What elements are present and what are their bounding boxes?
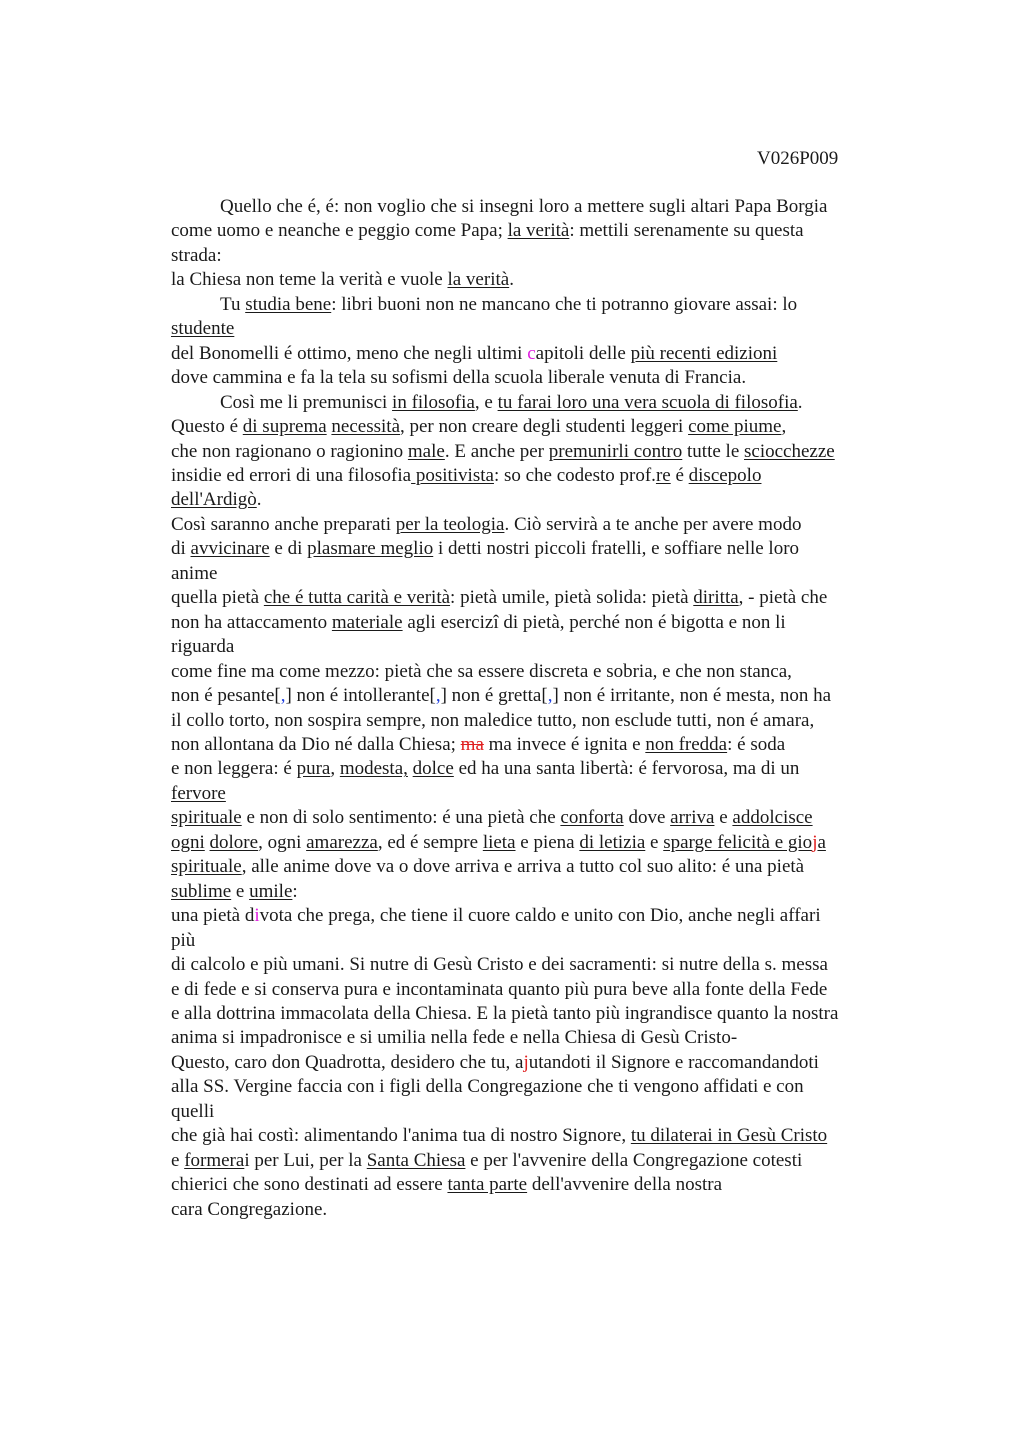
text-segment: cara Congregazione. (171, 1198, 328, 1220)
underlined-text: la verità (447, 269, 510, 291)
text-segment: é (670, 464, 689, 486)
text-segment: : pietà umile, pietà solida: pietà (450, 587, 694, 609)
text-segment: : mettili serenamente su questa (569, 220, 804, 242)
underlined-text: di letizia (579, 831, 646, 853)
text-line (171, 831, 911, 855)
text-line (171, 953, 911, 977)
text-line (171, 488, 911, 512)
text-segment: tutte le (682, 440, 744, 462)
text-line (171, 1124, 911, 1148)
text-segment: non allontana da Dio né dalla Chiesa; (171, 733, 461, 755)
text-segment: , - pietà che (738, 587, 828, 609)
text-segment: strada: (171, 244, 222, 266)
underlined-text: sparge felicità e gio (663, 831, 813, 853)
text-line (171, 464, 911, 488)
text-segment: i per Lui, per la (244, 1149, 367, 1171)
underlined-text: avvicinare (190, 538, 270, 560)
text-segment: vota che prega, che tiene il cuore caldo e unito con Dio, anche negli affari (259, 905, 821, 927)
text-segment: e per l'avvenire della Congregazione cotesti (465, 1149, 803, 1171)
text-segment: più (171, 929, 196, 951)
underlined-text: spirituale (171, 807, 242, 829)
text-segment: anime (171, 562, 218, 584)
text-line (171, 244, 911, 268)
text-segment: Quello che é, é: non voglio che si insegni loro a mettere sugli altari Papa Borgia (220, 196, 828, 217)
text-line (171, 317, 911, 341)
text-segment: come fine ma come mezzo: pietà che sa essere discreta e sobria, e che non stanca, (171, 660, 792, 682)
text-segment: e piena (515, 831, 580, 853)
underlined-text: a (817, 831, 826, 853)
text-segment: dove cammina e fa la tela su sofismi della scuola liberale venuta di Francia. (171, 367, 747, 389)
underlined-text: non fredda (645, 733, 728, 755)
underlined-text: necessità (331, 416, 400, 438)
text-segment: agli esercizi (402, 611, 499, 633)
text-line (171, 1051, 911, 1075)
text-segment: , alle anime dove va o dove arriva e arriva a tutto col suo alito: é una pietà (241, 856, 805, 878)
text-segment: : so che codesto prof. (493, 464, 656, 486)
underlined-text: lieta (482, 831, 516, 853)
text-segment: non ha attaccamento (171, 611, 332, 633)
underlined-text: modesta, (339, 758, 408, 780)
text-segment: : (292, 880, 298, 902)
text-segment: ] non é intollerante[ (285, 685, 436, 707)
text-segment: . (797, 391, 803, 413)
text-segment: e (714, 807, 733, 829)
text-line (171, 757, 911, 781)
underlined-text: j (812, 831, 818, 853)
underlined-text: materiale (331, 611, 403, 633)
text-segment: , ed é sempre (377, 831, 483, 853)
text-segment: la Chiesa non teme la verità e vuole (171, 269, 448, 291)
text-line (171, 806, 911, 830)
text-line (171, 660, 911, 684)
underlined-text: conforta (560, 807, 624, 829)
text-segment: e di fede e si conserva pura e incontaminata quanto più pura beve alla fonte della Fede (171, 978, 828, 1000)
underlined-text: premunirli contro (548, 440, 683, 462)
text-line (171, 219, 911, 243)
text-line (171, 415, 911, 439)
text-line (171, 1149, 911, 1173)
text-segment: , ogni (258, 831, 307, 853)
text-segment: : libri buoni non ne mancano che ti potranno giovare assai: lo (331, 293, 798, 315)
text-segment: : é soda (727, 733, 786, 755)
text-line (171, 880, 911, 904)
text-segment: ] non é gretta[ (440, 685, 548, 707)
text-segment: e non di solo sentimento: é una pietà che (241, 807, 561, 829)
text-line (171, 562, 911, 586)
underlined-text: amarezza (306, 831, 378, 853)
text-segment: dell'avvenire della nostra (527, 1174, 723, 1196)
text-segment: anima si impadronisce e si umilia nella fede e nella Chiesa di Gesù Cristo- (171, 1027, 738, 1049)
text-segment: ] non é irritante, non é mesta, non ha (552, 685, 832, 707)
text-segment: quella pietà (171, 587, 264, 609)
text-line (171, 611, 911, 635)
highlighted-text: , (435, 685, 441, 707)
text-segment: Questo, caro don Quadrotta, desidero che tu, a (171, 1051, 524, 1073)
text-segment: , (781, 416, 787, 438)
text-line (171, 1026, 911, 1050)
text-segment: chierici che sono destinati ad essere (171, 1174, 448, 1196)
text-segment: e (171, 1149, 185, 1171)
text-line (171, 513, 911, 537)
text-line (171, 1173, 911, 1197)
text-segment: Così me li premunisci (220, 391, 393, 413)
text-line (171, 978, 911, 1002)
text-line (171, 391, 911, 415)
text-segment: Questo é (171, 416, 243, 438)
underlined-text: dell'Ardigò (171, 489, 257, 511)
underlined-text: arriva (670, 807, 715, 829)
text-line (171, 366, 911, 390)
underlined-text: come piume (688, 416, 782, 438)
underlined-text: di suprema (242, 416, 327, 438)
text-segment: alla SS. Vergine faccia con i figli della Congregazione che ti vengono affidati e con (171, 1076, 804, 1098)
text-segment: Così saranno anche preparati (171, 513, 396, 535)
text-line (171, 635, 911, 659)
letter-body (171, 195, 911, 1222)
underlined-text: formera (184, 1149, 245, 1171)
text-segment: del Bonomelli é ottimo, meno che negli ultimi (171, 342, 528, 364)
underlined-text: dolce (412, 758, 454, 780)
underlined-text: spirituale (171, 856, 242, 878)
underlined-text: tu farai loro una vera scuola di filosofia (497, 391, 798, 413)
text-segment: e di (269, 538, 308, 560)
text-segment: e alla dottrina immacolata della Chiesa. E la pietà tanto più ingrandisce quanto la nostra (171, 1002, 839, 1024)
text-segment: , per non creare degli studenti leggeri (400, 416, 689, 438)
text-segment: quelli (171, 1100, 215, 1122)
underlined-text: per la teologia (395, 513, 505, 535)
underlined-text: diritta (693, 587, 739, 609)
underlined-text: in filosofia (392, 391, 475, 413)
underlined-text: discepolo (688, 464, 762, 486)
underlined-text: studia bene (245, 293, 332, 315)
underlined-text: fervore (171, 782, 226, 804)
text-segment: e (231, 880, 250, 902)
text-segment: dove (623, 807, 671, 829)
struck-text: ma (460, 733, 484, 755)
text-segment: . (256, 489, 262, 511)
text-line (171, 586, 911, 610)
text-segment: . E anche per (444, 440, 549, 462)
underlined-text: male (407, 440, 445, 462)
underlined-text: la verità (507, 220, 570, 242)
text-line (171, 1100, 911, 1124)
text-line (171, 855, 911, 879)
text-segment: e non leggera: é (171, 758, 297, 780)
text-segment: di calcolo e più umani. Si nutre di Gesù Cristo e dei sacramenti: si nutre della s. messa (171, 954, 828, 976)
text-line (171, 1075, 911, 1099)
text-line (171, 929, 911, 953)
text-line (171, 782, 911, 806)
text-segment: che già hai costì: alimentando l'anima tua di nostro Signore, (171, 1125, 631, 1147)
text-segment: non é pesante[ (171, 685, 281, 707)
text-segment: Tu (220, 293, 246, 315)
underlined-text: studente (171, 318, 235, 340)
text-line (171, 195, 911, 219)
text-line (171, 1002, 911, 1026)
underlined-text: pura (296, 758, 331, 780)
text-segment: una pietà d (171, 905, 255, 927)
text-segment: ma invece é ignita e (483, 733, 646, 755)
text-segment: che non ragionano o ragionino (171, 440, 408, 462)
text-segment: il collo torto, non sospira sempre, non maledice tutto, non esclude tutti, non é amara, (171, 709, 815, 731)
text-segment: di pietà, perché non é bigotta e non li (498, 611, 786, 633)
text-segment: , (330, 758, 340, 780)
text-line (171, 709, 911, 733)
underlined-text: tu dilaterai in Gesù Cristo (630, 1125, 828, 1147)
underlined-text: addolcisce (732, 807, 813, 829)
text-line (171, 440, 911, 464)
text-segment: . (509, 269, 514, 291)
highlighted-text: j (523, 1051, 529, 1073)
text-segment: utandoti il Signore e raccomandandoti (528, 1051, 819, 1073)
text-segment: ed ha una santa libertà: é fervorosa, ma di un (453, 758, 800, 780)
underlined-text: sublime (171, 880, 232, 902)
highlighted-text: c (527, 342, 536, 364)
text-segment: di (171, 538, 191, 560)
underlined-text: che é tutta carità e verità (263, 587, 451, 609)
text-line (171, 904, 911, 928)
underlined-text: Santa Chiesa (366, 1149, 466, 1171)
text-line (171, 268, 911, 292)
underlined-text: tanta parte (447, 1174, 528, 1196)
underlined-text: dolore (209, 831, 259, 853)
text-segment: , e (474, 391, 498, 413)
text-segment: i detti nostri piccoli fratelli, e soffiare nelle loro (433, 538, 800, 560)
text-line (171, 684, 911, 708)
underlined-text: plasmare meglio (307, 538, 434, 560)
underlined-text: sciocchezze (744, 440, 835, 462)
text-line (171, 342, 911, 366)
highlighted-text: i (254, 905, 260, 927)
text-segment: come uomo e neanche e peggio come Papa; (171, 220, 508, 242)
underlined-text: re (655, 464, 671, 486)
page-code: V026P009 (757, 148, 839, 169)
text-segment: apitoli delle (535, 342, 631, 364)
text-line (171, 733, 911, 757)
text-segment: riguarda (171, 636, 235, 658)
text-segment: insidie ed errori di una filosofia (171, 464, 412, 486)
underlined-text: positivista (411, 464, 494, 486)
underlined-text: umile (249, 880, 293, 902)
text-segment: e (645, 831, 664, 853)
text-line (171, 1198, 911, 1222)
text-segment: . Ciò servirà a te anche per avere modo (504, 513, 802, 535)
text-line (171, 537, 911, 561)
text-line (171, 293, 911, 317)
highlighted-text: , (547, 685, 553, 707)
underlined-text: ogni (171, 831, 205, 853)
highlighted-text: , (280, 685, 286, 707)
underlined-text: più recenti edizioni (630, 342, 778, 364)
